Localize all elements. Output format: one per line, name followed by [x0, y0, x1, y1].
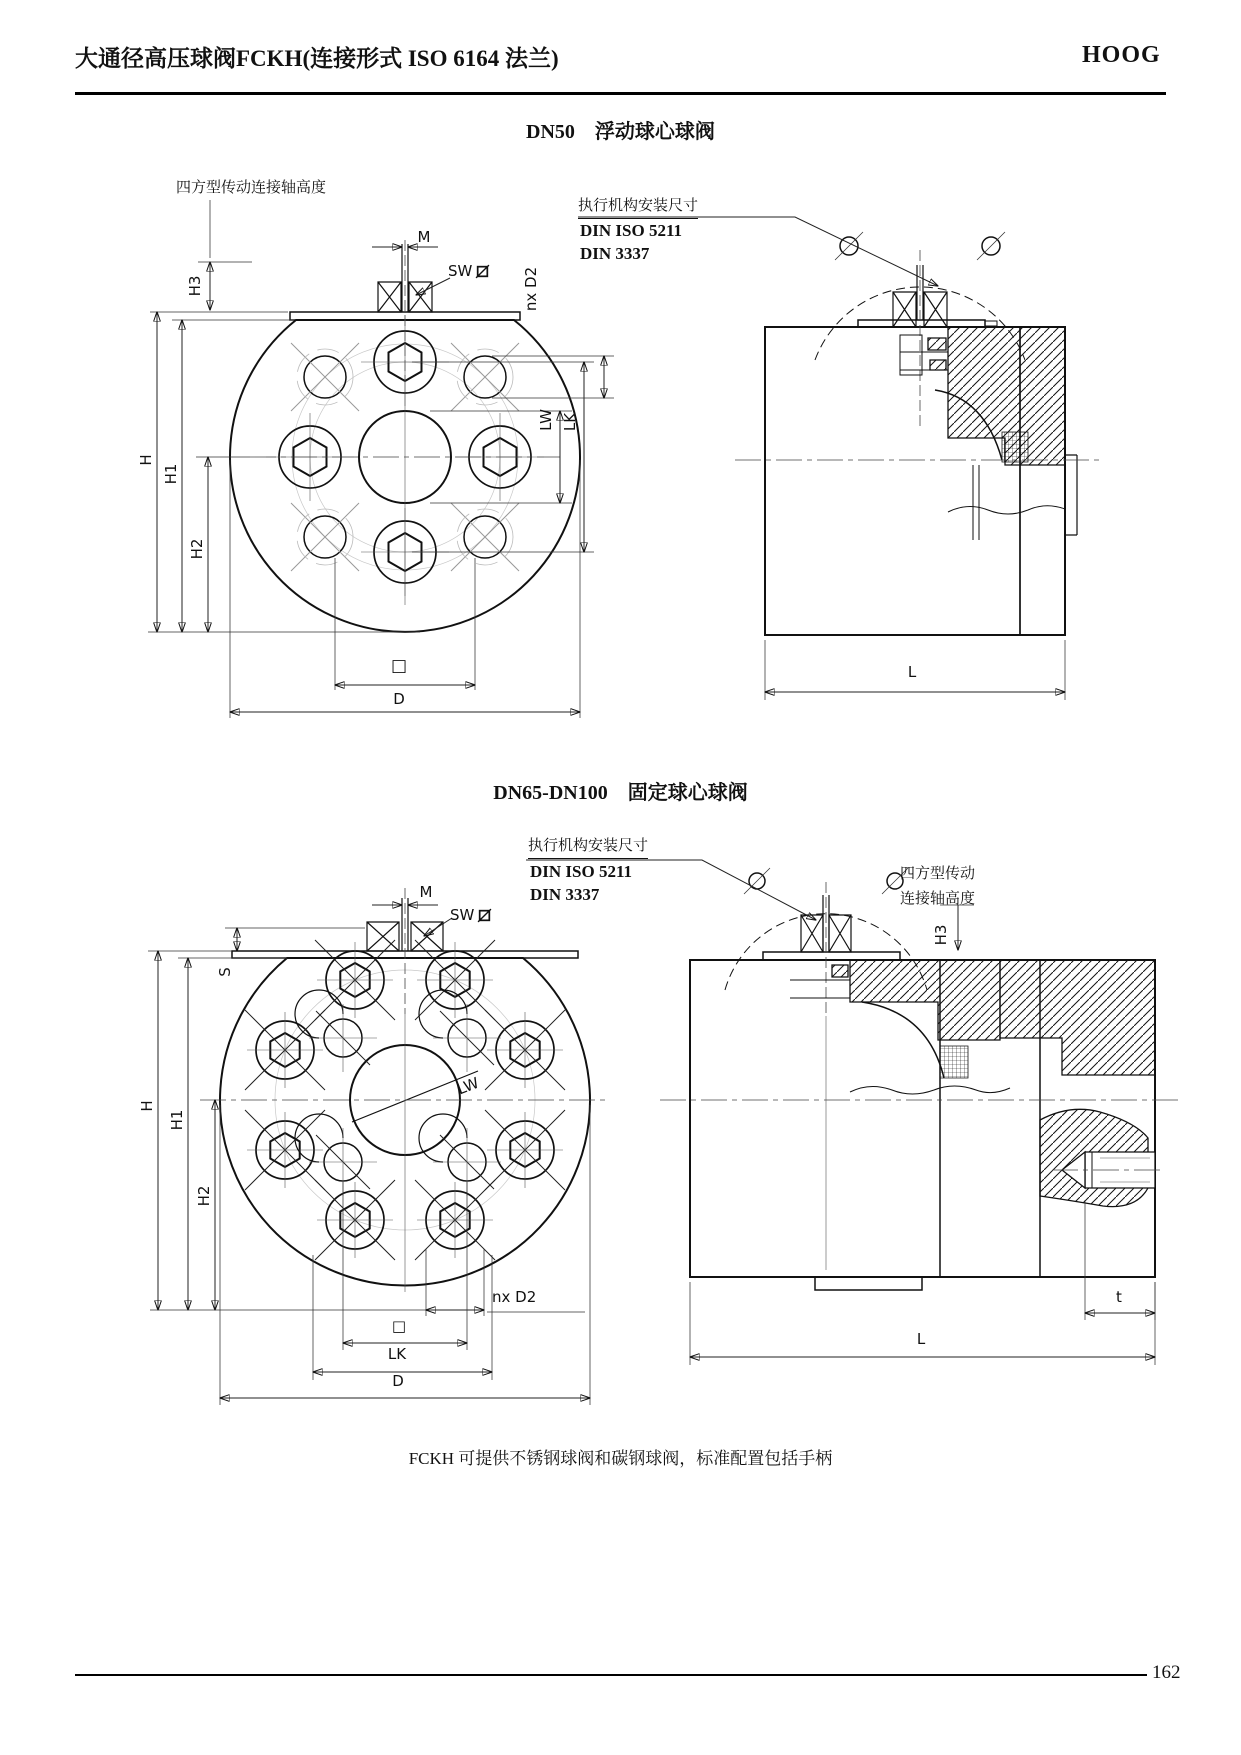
- dn50-side-view: [578, 217, 1100, 700]
- note-actuator-mount: 执行机构安装尺寸: [578, 194, 698, 219]
- note-square-drive-height-line1: 四方型传动: [900, 866, 976, 882]
- dim-label-h1: H1: [162, 463, 180, 485]
- sw-text: SW: [448, 262, 473, 280]
- dim-label-d: D: [393, 690, 405, 708]
- footer-rule: [75, 1674, 1147, 1676]
- dim-label-lk: LK: [387, 1345, 407, 1363]
- standard-din-iso-5211: DIN ISO 5211: [580, 221, 683, 240]
- dim-label-sw: [450, 906, 492, 924]
- dim-label-m: M: [419, 883, 433, 901]
- dim-label-lw: LW: [454, 1073, 482, 1099]
- dn65-side-view: [526, 860, 1180, 1365]
- dim-label-h2: H2: [195, 1185, 213, 1207]
- note-square-drive-height: 四方型传动连接轴高度: [176, 180, 327, 196]
- dim-label-nxd2: nx D2: [522, 266, 540, 312]
- availability-note: FCKH 可提供不锈钢球阀和碳钢球阀，标准配置包括手柄: [408, 1449, 833, 1468]
- dim-label-s: S: [216, 967, 234, 977]
- dn50-front-view: [148, 200, 614, 718]
- standard-din-3337: DIN 3337: [530, 885, 600, 904]
- page-number: 162: [1152, 1662, 1181, 1683]
- page-title: 大通径高压球阀FCKH(连接形式 ISO 6164 法兰): [75, 46, 559, 71]
- standard-din-3337: DIN 3337: [580, 244, 650, 263]
- dim-label-h3: H3: [186, 275, 204, 297]
- dim-label-h2: H2: [188, 538, 206, 560]
- brand-logo-text: HOOG: [1082, 42, 1161, 68]
- dim-label-square: □: [391, 1317, 407, 1335]
- dim-label-d: D: [392, 1372, 404, 1390]
- section1-title: DN50 浮动球心球阀: [526, 121, 715, 143]
- dim-label-lk: LK: [561, 412, 579, 432]
- note-square-drive-height-line2: 连接轴高度: [900, 891, 976, 907]
- dim-label-l: L: [907, 663, 917, 681]
- dim-label-h: H: [137, 454, 155, 466]
- dim-label-t: t: [1116, 1288, 1122, 1306]
- dim-label-sw: [448, 262, 490, 280]
- dim-label-square: □: [390, 656, 408, 676]
- section2-title: DN65-DN100 固定球心球阀: [493, 782, 748, 804]
- dim-label-l: L: [916, 1330, 926, 1348]
- square-drive-symbol: [475, 264, 490, 279]
- note-actuator-mount: 执行机构安装尺寸: [528, 834, 648, 859]
- dim-label-h1: H1: [168, 1109, 186, 1131]
- dim-label-h: H: [138, 1100, 156, 1112]
- square-drive-symbol: [477, 908, 492, 923]
- dim-label-h3: H3: [932, 924, 950, 946]
- dim-label-m: M: [417, 228, 431, 246]
- standard-din-iso-5211: DIN ISO 5211: [530, 862, 633, 881]
- dim-label-nxd2: nx D2: [492, 1288, 537, 1306]
- dn65-front-view: [148, 888, 610, 1405]
- sw-text: SW: [450, 906, 475, 924]
- dim-label-lw: LW: [537, 409, 555, 431]
